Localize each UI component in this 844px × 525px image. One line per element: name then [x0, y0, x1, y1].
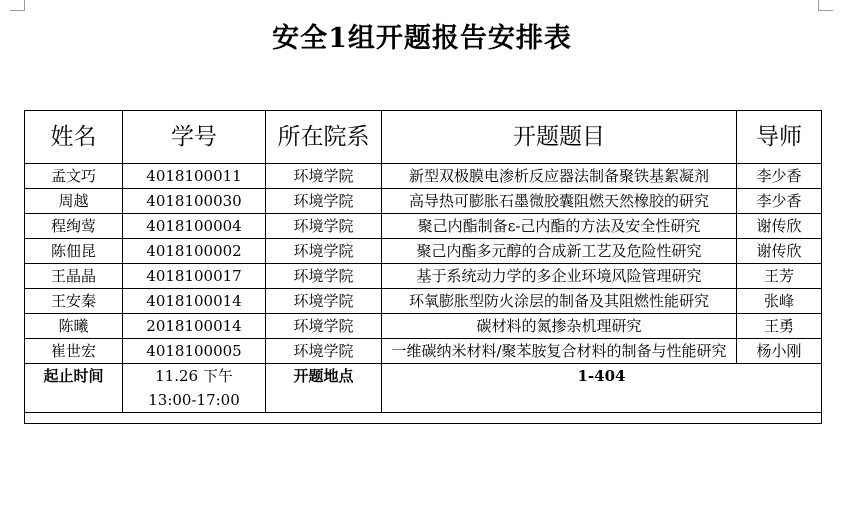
cell-advisor: 谢传欣: [737, 214, 822, 239]
cell-name: 王安秦: [25, 289, 123, 314]
cell-school: 环境学院: [266, 214, 382, 239]
header-row: [25, 111, 822, 164]
cell-student-id: 4018100004: [123, 214, 266, 239]
table-row: [25, 289, 822, 314]
cell-student-id: 4018100017: [123, 264, 266, 289]
cell-advisor: 王芳: [737, 264, 822, 289]
cell-topic: 高导热可膨胀石墨微胶囊阻燃天然橡胶的研究: [382, 189, 737, 214]
page-corner-mark-left: [10, 0, 25, 11]
cell-topic: 一维碳纳米材料/聚苯胺复合材料的制备与性能研究: [382, 339, 737, 364]
header-topic: 开题题目: [382, 111, 737, 164]
blank-row: [25, 413, 822, 424]
cell-school: 环境学院: [266, 314, 382, 339]
page-corner-mark-right: [818, 0, 833, 11]
footer-row: [25, 364, 822, 413]
time-value-line1: 11.26 下午: [155, 367, 233, 385]
header-advisor: 导师: [737, 111, 822, 164]
header-school: 所在院系: [266, 111, 382, 164]
place-value: 1-404: [382, 364, 822, 413]
cell-name: 周越: [25, 189, 123, 214]
cell-advisor: 李少香: [737, 164, 822, 189]
cell-advisor: 李少香: [737, 189, 822, 214]
cell-name: 程绚莺: [25, 214, 123, 239]
cell-student-id: 2018100014: [123, 314, 266, 339]
table-row: [25, 339, 822, 364]
cell-topic: 碳材料的氮掺杂机理研究: [382, 314, 737, 339]
cell-school: 环境学院: [266, 239, 382, 264]
time-value-line2: 13:00-17:00: [148, 391, 240, 409]
header-name: 姓名: [25, 111, 123, 164]
cell-topic: 新型双极膜电渗析反应器法制备聚铁基絮凝剂: [382, 164, 737, 189]
cell-student-id: 4018100002: [123, 239, 266, 264]
time-value: [123, 364, 266, 413]
time-label: 起止时间: [25, 364, 123, 413]
schedule-table: [24, 110, 822, 424]
cell-school: 环境学院: [266, 339, 382, 364]
cell-advisor: 张峰: [737, 289, 822, 314]
cell-school: 环境学院: [266, 264, 382, 289]
table-row: [25, 214, 822, 239]
table-row: [25, 239, 822, 264]
cell-student-id: 4018100014: [123, 289, 266, 314]
cell-name: 陈佃昆: [25, 239, 123, 264]
blank-cell: [25, 413, 822, 424]
header-student-id: 学号: [123, 111, 266, 164]
cell-school: 环境学院: [266, 164, 382, 189]
table-row: [25, 189, 822, 214]
cell-student-id: 4018100011: [123, 164, 266, 189]
cell-name: 孟文巧: [25, 164, 123, 189]
cell-school: 环境学院: [266, 189, 382, 214]
table-row: [25, 164, 822, 189]
cell-school: 环境学院: [266, 289, 382, 314]
cell-name: 崔世宏: [25, 339, 123, 364]
cell-advisor: 谢传欣: [737, 239, 822, 264]
table-row: [25, 264, 822, 289]
cell-advisor: 王勇: [737, 314, 822, 339]
cell-name: 王晶晶: [25, 264, 123, 289]
cell-student-id: 4018100030: [123, 189, 266, 214]
place-label: 开题地点: [266, 364, 382, 413]
document-title: 安全1组开题报告安排表: [272, 23, 572, 54]
cell-topic: 环氧膨胀型防火涂层的制备及其阻燃性能研究: [382, 289, 737, 314]
cell-topic: 基于系统动力学的多企业环境风险管理研究: [382, 264, 737, 289]
cell-advisor: 杨小刚: [737, 339, 822, 364]
table-row: [25, 314, 822, 339]
cell-topic: 聚己内酯多元醇的合成新工艺及危险性研究: [382, 239, 737, 264]
cell-topic: 聚己内酯制备ε-己内酯的方法及安全性研究: [382, 214, 737, 239]
cell-name: 陈曦: [25, 314, 123, 339]
cell-student-id: 4018100005: [123, 339, 266, 364]
